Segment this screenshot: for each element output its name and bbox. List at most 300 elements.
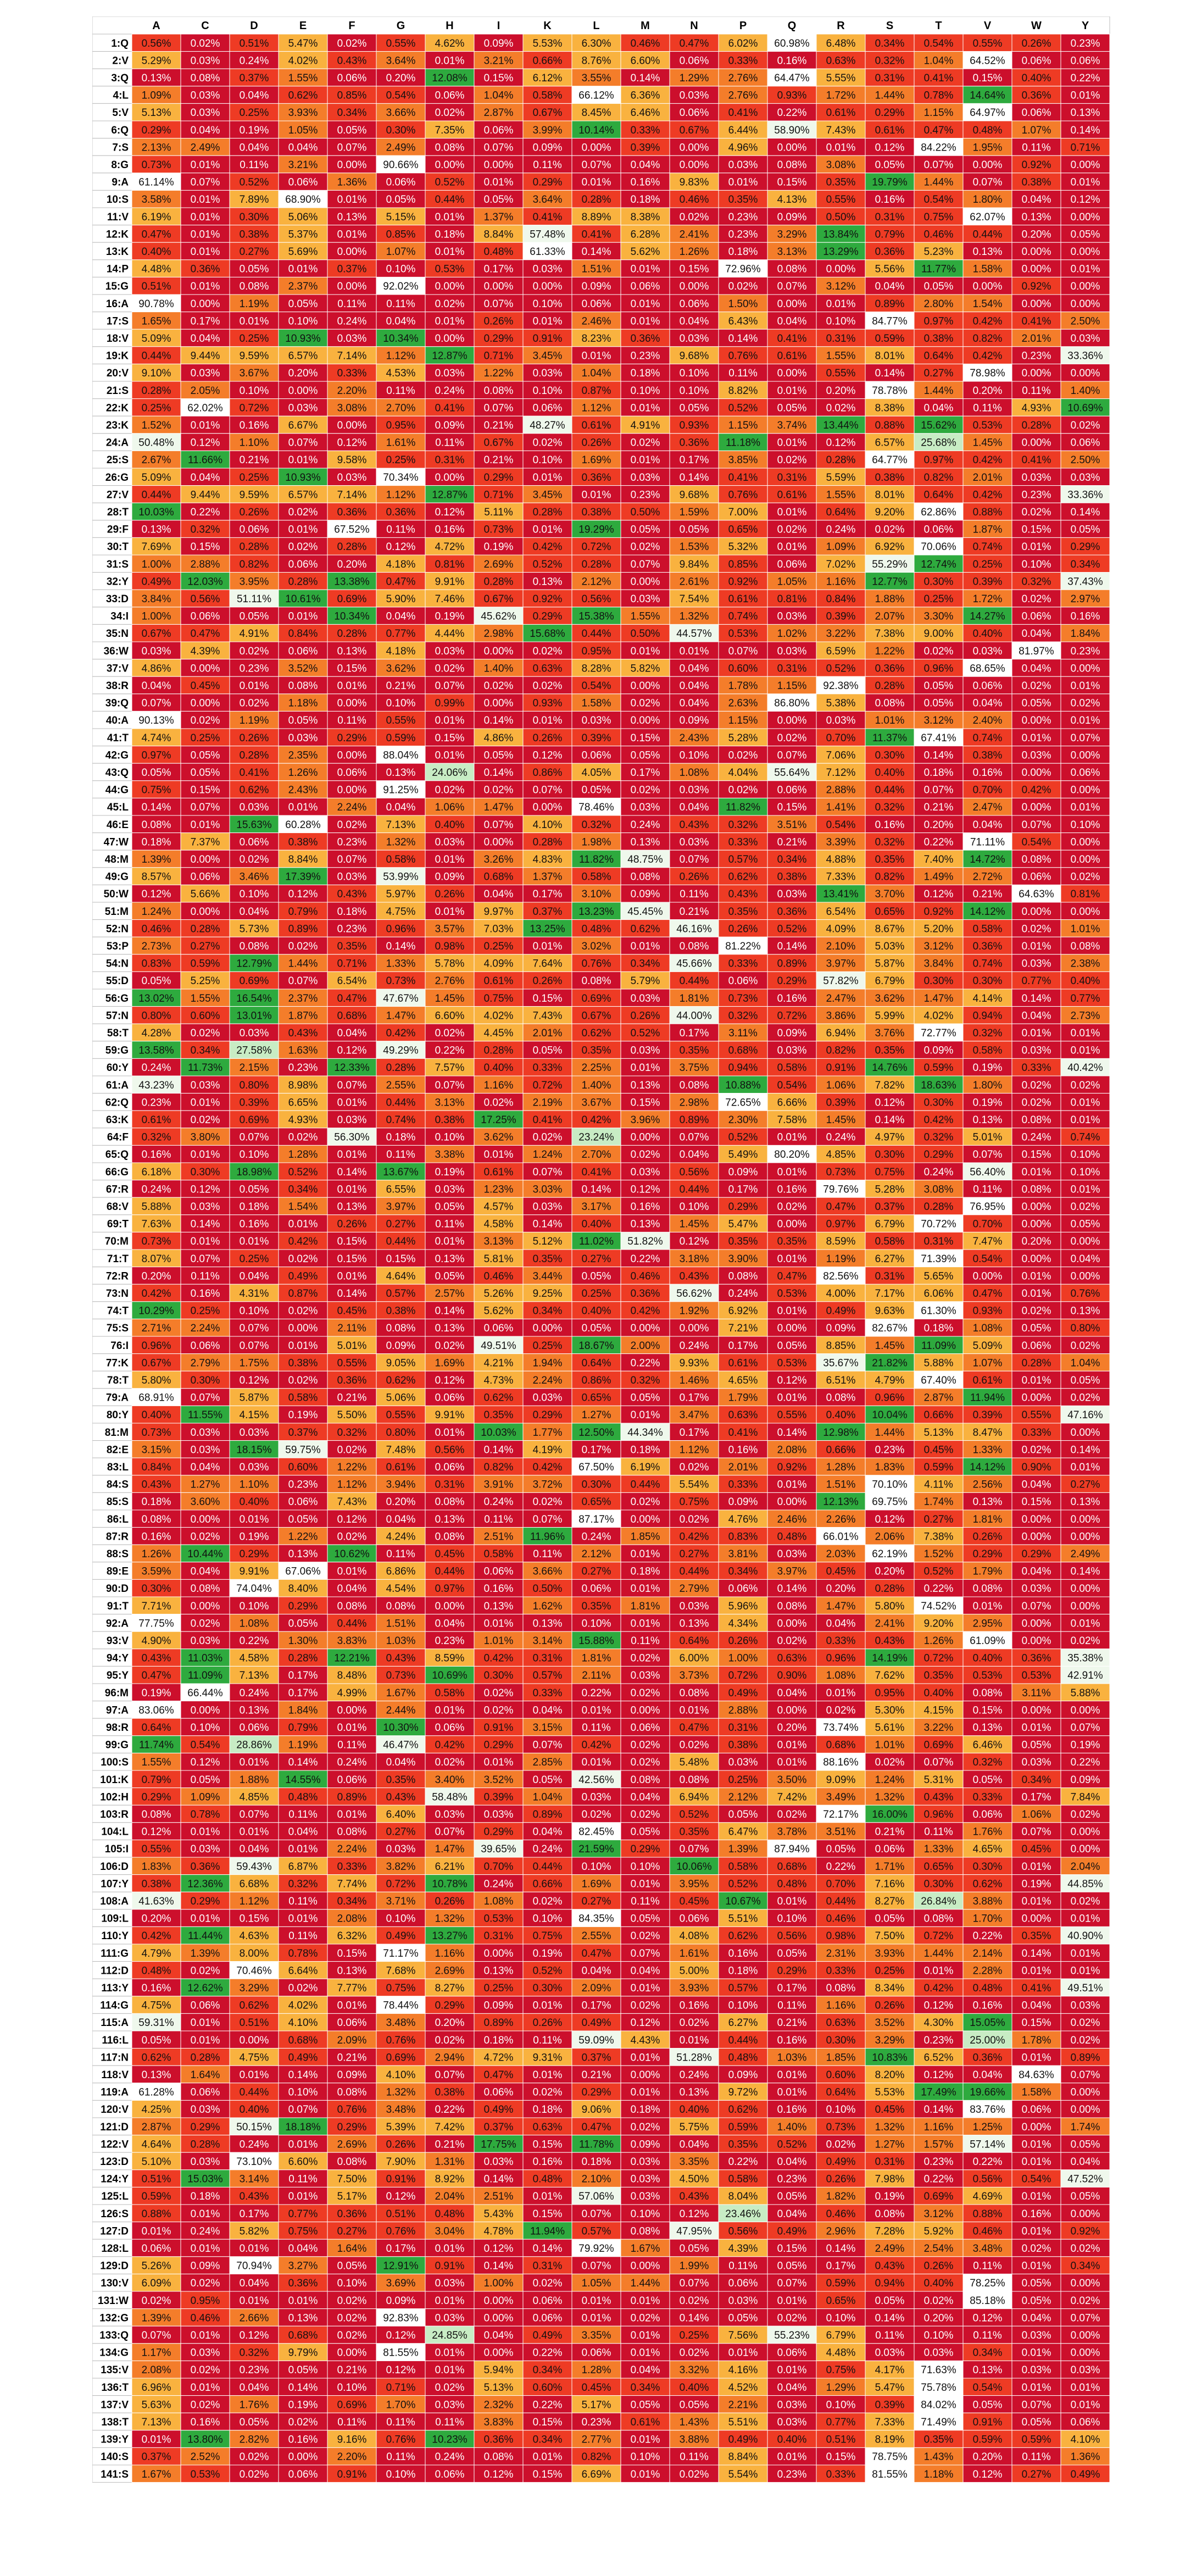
- cell-value: 0.14%: [483, 1444, 514, 1456]
- cell-value: 0.08%: [239, 281, 269, 293]
- cell-value: 0.16%: [728, 1444, 758, 1456]
- cell-value: 0.52%: [532, 558, 563, 570]
- cell-value: 0.22%: [777, 107, 807, 119]
- cell-value: 0.61%: [777, 350, 807, 362]
- cell-value: 2.69%: [435, 1965, 465, 1977]
- cell-value: 3.12%: [923, 715, 954, 727]
- cell-value: 0.43%: [386, 1652, 416, 1664]
- cell-value: 0.01%: [1021, 941, 1051, 952]
- cell-value: 0.33%: [826, 1635, 856, 1647]
- cell-value: 4.14%: [972, 992, 1003, 1004]
- cell-value: 9.58%: [337, 454, 367, 467]
- cell-value: 0.70%: [972, 784, 1003, 796]
- cell-value: 0.58%: [386, 854, 416, 865]
- cell-value: 0.55%: [337, 1357, 367, 1369]
- cell-value: 0.00%: [777, 1496, 807, 1508]
- cell-value: 0.31%: [435, 454, 465, 467]
- cell-value: 0.75%: [532, 1930, 563, 1942]
- row-label: 116:L: [102, 2034, 129, 2046]
- cell-value: 0.90%: [1021, 1462, 1051, 1473]
- cell-value: 2.12%: [581, 576, 611, 588]
- cell-value: 10.88%: [725, 1079, 761, 1091]
- cell-value: 5.88%: [141, 1201, 171, 1213]
- cell-value: 0.08%: [141, 819, 171, 831]
- cell-value: 2.20%: [337, 385, 367, 397]
- cell-value: 0.68%: [826, 1739, 856, 1751]
- cell-value: 0.09%: [777, 211, 807, 223]
- cell-value: 3.95%: [679, 1878, 709, 1890]
- cell-value: 0.30%: [875, 750, 905, 762]
- cell-value: 2.69%: [483, 558, 514, 570]
- cell-value: 1.26%: [288, 767, 318, 779]
- cell-value: 0.01%: [190, 1149, 220, 1161]
- cell-value: 1.12%: [337, 1479, 367, 1491]
- cell-value: 0.00%: [1070, 1236, 1100, 1248]
- cell-value: 3.40%: [435, 1774, 465, 1786]
- cell-value: 0.30%: [190, 1375, 220, 1386]
- cell-value: 1.02%: [777, 628, 807, 640]
- cell-value: 4.97%: [875, 1131, 905, 1143]
- cell-value: 0.06%: [435, 1722, 465, 1734]
- cell-value: 4.58%: [239, 1652, 269, 1664]
- cell-value: 0.25%: [141, 402, 171, 414]
- cell-value: 1.01%: [875, 715, 905, 727]
- cell-value: 1.24%: [875, 1774, 905, 1786]
- cell-value: 0.21%: [679, 906, 709, 918]
- cell-value: 0.64%: [923, 350, 954, 362]
- cell-value: 9.31%: [532, 2052, 563, 2064]
- cell-value: 0.07%: [190, 1253, 220, 1265]
- cell-value: 0.03%: [190, 1635, 220, 1647]
- cell-value: 87.94%: [774, 1844, 810, 1856]
- row-label: 124:Y: [101, 2173, 129, 2185]
- row-label: 107:Y: [101, 1878, 129, 1890]
- cell-value: 0.00%: [972, 281, 1003, 293]
- cell-value: 0.52%: [826, 663, 856, 675]
- cell-value: 0.00%: [239, 2034, 269, 2046]
- cell-value: 0.02%: [923, 645, 954, 657]
- cell-value: 0.14%: [1021, 1947, 1051, 1959]
- cell-value: 0.10%: [435, 1131, 465, 1143]
- cell-value: 0.07%: [1070, 732, 1100, 744]
- cell-value: 0.08%: [435, 1531, 465, 1543]
- cell-value: 0.03%: [435, 1809, 465, 1820]
- cell-value: 0.08%: [1070, 941, 1100, 952]
- cell-value: 0.33%: [630, 124, 660, 136]
- cell-value: 0.15%: [337, 1253, 367, 1265]
- cell-value: 0.03%: [777, 610, 807, 623]
- cell-value: 0.01%: [435, 854, 465, 865]
- cell-value: 0.55%: [386, 715, 416, 727]
- cell-value: 3.64%: [386, 55, 416, 67]
- cell-value: 0.93%: [679, 420, 709, 431]
- cell-value: 0.01%: [190, 1097, 220, 1109]
- cell-value: 13.38%: [334, 576, 370, 588]
- cell-value: 3.66%: [386, 107, 416, 119]
- cell-value: 7.37%: [190, 836, 220, 848]
- cell-value: 0.00%: [435, 281, 465, 293]
- cell-value: 0.04%: [972, 697, 1003, 709]
- cell-value: 4.10%: [532, 819, 563, 831]
- cell-value: 0.09%: [630, 889, 660, 901]
- cell-value: 0.11%: [337, 298, 366, 310]
- cell-value: 2.70%: [581, 1149, 611, 1161]
- cell-value: 5.62%: [630, 246, 660, 258]
- cell-value: 1.45%: [972, 437, 1003, 449]
- cell-value: 0.04%: [923, 402, 954, 414]
- cell-value: 0.27%: [923, 1513, 954, 1525]
- cell-value: 0.59%: [386, 732, 416, 744]
- header-band: [92, 16, 1110, 34]
- cell-value: 0.04%: [1021, 1010, 1051, 1022]
- cell-value: 0.01%: [239, 1513, 269, 1525]
- row-label: 50:W: [103, 889, 129, 901]
- cell-value: 0.60%: [190, 1010, 220, 1022]
- cell-value: 0.15%: [777, 802, 807, 814]
- cell-value: 0.60%: [288, 1462, 318, 1473]
- cell-value: 0.34%: [288, 1184, 318, 1196]
- cell-value: 0.01%: [1070, 90, 1100, 102]
- cell-value: 0.05%: [239, 263, 269, 275]
- cell-value: 1.23%: [483, 1184, 514, 1196]
- cell-value: 5.38%: [826, 697, 856, 709]
- cell-value: 0.11%: [337, 715, 366, 727]
- cell-value: 5.88%: [923, 1357, 954, 1369]
- cell-value: 10.14%: [578, 124, 614, 136]
- cell-value: 0.07%: [777, 750, 807, 762]
- cell-value: 0.42%: [581, 1739, 611, 1751]
- cell-value: 0.35%: [337, 941, 367, 952]
- cell-value: 3.10%: [581, 889, 611, 901]
- cell-value: 1.28%: [826, 1462, 856, 1473]
- cell-value: 7.21%: [728, 1323, 758, 1335]
- cell-value: 5.15%: [386, 211, 416, 223]
- cell-value: 1.72%: [972, 593, 1003, 605]
- cell-value: 0.05%: [728, 1809, 758, 1820]
- cell-value: 4.73%: [483, 1375, 514, 1386]
- cell-value: 1.04%: [532, 1791, 563, 1803]
- cell-value: 1.26%: [923, 1635, 954, 1647]
- cell-value: 0.11%: [288, 1896, 318, 1907]
- cell-value: 3.29%: [777, 229, 807, 241]
- cell-value: 0.00%: [777, 1323, 807, 1335]
- cell-value: 0.31%: [826, 333, 856, 345]
- cell-value: 2.73%: [1070, 1010, 1100, 1022]
- cell-value: 0.47%: [141, 1670, 171, 1682]
- cell-value: 0.03%: [630, 802, 660, 814]
- cell-value: 0.14%: [386, 941, 416, 952]
- cell-value: 0.03%: [386, 1844, 416, 1856]
- cell-value: 0.13%: [1070, 1305, 1100, 1317]
- cell-value: 0.13%: [972, 1496, 1003, 1508]
- cell-value: 0.72%: [532, 1079, 563, 1091]
- cell-value: 0.02%: [1070, 1201, 1100, 1213]
- cell-value: 0.43%: [337, 55, 367, 67]
- cell-value: 0.04%: [386, 1757, 416, 1769]
- cell-value: 0.18%: [728, 1965, 758, 1977]
- cell-value: 0.29%: [141, 1791, 171, 1803]
- cell-value: 84.35%: [578, 1913, 614, 1925]
- cell-value: 0.52%: [288, 1166, 318, 1178]
- cell-value: 0.10%: [630, 1861, 660, 1873]
- cell-value: 0.04%: [630, 1791, 660, 1803]
- cell-value: 0.16%: [141, 1531, 171, 1543]
- cell-value: 0.01%: [337, 229, 367, 241]
- row-label: 39:Q: [105, 697, 129, 709]
- cell-value: 0.52%: [728, 1131, 758, 1143]
- row-label: 33:D: [105, 593, 129, 605]
- cell-value: 11.82%: [725, 802, 761, 814]
- cell-value: 4.83%: [532, 854, 563, 865]
- cell-value: 0.01%: [288, 263, 318, 275]
- cell-value: 0.58%: [972, 1045, 1003, 1057]
- cell-value: 0.27%: [923, 368, 954, 380]
- cell-value: 3.94%: [386, 1479, 416, 1491]
- cell-value: 5.55%: [826, 73, 856, 84]
- cell-value: 1.55%: [826, 489, 856, 501]
- cell-value: 0.26%: [630, 1010, 660, 1022]
- cell-value: 2.24%: [190, 1323, 220, 1335]
- cell-value: 1.52%: [923, 1548, 954, 1560]
- cell-value: 0.00%: [337, 750, 367, 762]
- cell-value: 0.03%: [337, 333, 367, 345]
- cell-value: 5.80%: [875, 1600, 905, 1612]
- cell-value: 0.42%: [972, 454, 1003, 467]
- cell-value: 0.01%: [1070, 1097, 1100, 1109]
- cell-value: 8.23%: [581, 333, 611, 345]
- cell-value: 0.53%: [972, 420, 1003, 431]
- cell-value: 0.01%: [239, 1826, 269, 1838]
- cell-value: 8.01%: [875, 489, 905, 501]
- cell-value: 0.00%: [1021, 1201, 1051, 1213]
- cell-value: 8.59%: [435, 1652, 465, 1664]
- row-label: 67:R: [105, 1184, 129, 1196]
- cell-value: 0.26%: [435, 889, 465, 901]
- column-header: P: [739, 20, 747, 32]
- cell-value: 19.29%: [578, 524, 614, 536]
- cell-value: 0.22%: [1070, 1757, 1100, 1769]
- cell-value: 4.18%: [386, 558, 416, 570]
- cell-value: 1.15%: [728, 715, 758, 727]
- cell-value: 0.08%: [337, 1600, 367, 1612]
- cell-value: 0.01%: [1021, 732, 1051, 744]
- cell-value: 0.36%: [679, 437, 709, 449]
- cell-value: 0.35%: [1021, 1930, 1051, 1942]
- row-label: 94:Y: [106, 1652, 129, 1664]
- cell-value: 0.05%: [630, 1913, 660, 1925]
- cell-value: 0.42%: [386, 1028, 416, 1039]
- cell-value: 0.62%: [288, 90, 318, 102]
- cell-value: 0.59%: [923, 1462, 954, 1473]
- cell-value: 0.03%: [679, 333, 709, 345]
- cell-value: 2.11%: [582, 1670, 611, 1682]
- cell-value: 0.32%: [875, 836, 905, 848]
- cell-value: 0.05%: [239, 610, 269, 623]
- cell-value: 7.13%: [239, 1670, 269, 1682]
- cell-value: 0.18%: [630, 194, 660, 206]
- cell-value: 0.78%: [923, 90, 954, 102]
- cell-value: 16.00%: [872, 1809, 908, 1820]
- cell-value: 0.20%: [386, 1496, 416, 1508]
- cell-value: 0.06%: [972, 1809, 1003, 1820]
- row-label: 138:T: [101, 2417, 129, 2428]
- row-label: 132:G: [99, 2312, 129, 2324]
- cell-value: 0.47%: [337, 992, 367, 1004]
- cell-value: 0.29%: [532, 1409, 563, 1422]
- cell-value: 1.01%: [483, 1635, 514, 1647]
- cell-value: 4.91%: [630, 420, 660, 431]
- cell-value: 0.22%: [630, 1253, 660, 1265]
- row-label: 83:L: [107, 1462, 129, 1473]
- cell-value: 4.63%: [239, 1930, 269, 1942]
- cell-value: 0.72%: [581, 541, 611, 553]
- cell-value: 0.92%: [777, 1462, 807, 1473]
- cell-value: 0.10%: [532, 385, 563, 397]
- cell-value: 0.73%: [483, 524, 514, 536]
- cell-value: 1.80%: [972, 1079, 1003, 1091]
- cell-value: 7.00%: [728, 507, 758, 518]
- cell-value: 1.51%: [581, 263, 611, 275]
- cell-value: 0.23%: [288, 1062, 318, 1074]
- cell-value: 4.09%: [826, 923, 856, 935]
- cell-value: 0.36%: [581, 471, 611, 484]
- cell-value: 6.44%: [728, 124, 758, 136]
- cell-value: 9.09%: [826, 1774, 856, 1786]
- cell-value: 0.49%: [826, 1305, 856, 1317]
- cell-value: 0.05%: [923, 680, 954, 692]
- cell-value: 0.10%: [679, 368, 709, 380]
- cell-value: 0.31%: [875, 211, 905, 223]
- column-header: D: [250, 20, 258, 32]
- cell-value: 19.79%: [872, 176, 908, 188]
- cell-value: 1.00%: [141, 610, 171, 623]
- cell-value: 1.55%: [190, 992, 220, 1004]
- cell-value: 0.71%: [483, 489, 514, 501]
- cell-value: 3.85%: [728, 454, 758, 467]
- cell-value: 0.71%: [337, 958, 367, 970]
- cell-value: 0.02%: [190, 1965, 220, 1977]
- cell-value: 0.00%: [1021, 1253, 1051, 1265]
- cell-value: 7.13%: [386, 819, 416, 831]
- cell-value: 0.02%: [483, 1687, 514, 1699]
- cell-value: 12.98%: [823, 1426, 859, 1439]
- cell-value: 0.02%: [679, 211, 709, 223]
- cell-value: 0.02%: [337, 819, 367, 831]
- cell-value: 0.08%: [1021, 854, 1051, 865]
- cell-value: 0.16%: [483, 1583, 514, 1595]
- cell-value: 0.07%: [337, 1079, 367, 1091]
- cell-value: 0.08%: [826, 1983, 856, 1994]
- cell-value: 0.82%: [826, 1045, 856, 1057]
- cell-value: 0.33%: [728, 55, 758, 67]
- row-label: 78:T: [107, 1375, 129, 1386]
- cell-value: 0.14%: [337, 1166, 367, 1178]
- cell-value: 0.21%: [777, 836, 807, 848]
- cell-value: 0.43%: [875, 1635, 905, 1647]
- cell-value: 0.02%: [679, 2017, 709, 2029]
- cell-value: 0.44%: [875, 784, 905, 796]
- cell-value: 0.38%: [923, 333, 954, 345]
- cell-value: 1.78%: [1021, 2034, 1051, 2046]
- cell-value: 0.74%: [972, 958, 1003, 970]
- row-label: 103:R: [100, 1809, 129, 1820]
- cell-value: 10.78%: [432, 1878, 468, 1890]
- cell-value: 0.89%: [288, 923, 318, 935]
- row-label: 17:S: [106, 315, 129, 327]
- cell-value: 0.11%: [533, 1548, 562, 1560]
- row-label: 134:G: [99, 2347, 129, 2359]
- cell-value: 0.47%: [679, 37, 709, 49]
- cell-value: 0.14%: [581, 1184, 611, 1196]
- cell-value: 0.21%: [337, 1392, 367, 1404]
- cell-value: 64.47%: [774, 73, 810, 84]
- cell-value: 0.28%: [239, 541, 269, 553]
- cell-value: 0.29%: [239, 1548, 269, 1560]
- row-label: 8:G: [111, 159, 129, 171]
- cell-value: 1.24%: [532, 1149, 563, 1161]
- cell-value: 1.45%: [826, 1114, 856, 1126]
- cell-value: 0.22%: [972, 1930, 1003, 1942]
- cell-value: 0.12%: [337, 1045, 367, 1057]
- cell-value: 0.05%: [972, 1774, 1003, 1786]
- row-label: 7:S: [112, 142, 129, 154]
- cell-value: 5.37%: [288, 229, 318, 241]
- cell-value: 0.01%: [1070, 1184, 1100, 1196]
- cell-value: 0.01%: [630, 1548, 660, 1560]
- column-header: Q: [787, 20, 797, 32]
- cell-value: 3.38%: [435, 1149, 465, 1161]
- cell-value: 41.63%: [138, 1896, 174, 1907]
- cell-value: 0.14%: [337, 1288, 367, 1300]
- cell-value: 2.38%: [1070, 958, 1100, 970]
- cell-value: 0.00%: [435, 333, 465, 345]
- cell-value: 2.00%: [630, 1340, 660, 1352]
- cell-value: 0.00%: [288, 385, 318, 397]
- cell-value: 0.45%: [1021, 1844, 1051, 1856]
- cell-value: 0.01%: [1021, 2052, 1051, 2064]
- cell-value: 0.00%: [1070, 1826, 1100, 1838]
- cell-value: 0.05%: [483, 194, 514, 206]
- cell-value: 3.97%: [777, 1565, 807, 1578]
- cell-value: 1.45%: [435, 992, 465, 1004]
- cell-value: 0.02%: [679, 1739, 709, 1751]
- cell-value: 0.06%: [190, 610, 220, 623]
- cell-value: 0.39%: [483, 1791, 514, 1803]
- cell-value: 0.00%: [190, 1513, 220, 1525]
- cell-value: 0.97%: [435, 1583, 465, 1595]
- cell-value: 0.08%: [483, 385, 514, 397]
- cell-value: 0.55%: [826, 368, 856, 380]
- cell-value: 9.63%: [875, 1305, 905, 1317]
- cell-value: 1.44%: [288, 958, 318, 970]
- row-label: 3:Q: [111, 73, 129, 84]
- row-label: 49:G: [105, 871, 129, 883]
- cell-value: 0.30%: [923, 975, 954, 987]
- cell-value: 5.01%: [337, 1340, 367, 1352]
- cell-value: 0.11%: [191, 1270, 220, 1283]
- cell-value: 6.06%: [923, 1288, 954, 1300]
- cell-value: 8.85%: [826, 1340, 856, 1352]
- cell-value: 0.03%: [1070, 471, 1100, 484]
- cell-value: 48.75%: [627, 854, 663, 865]
- cell-value: 2.05%: [190, 385, 220, 397]
- cell-value: 0.48%: [728, 2052, 758, 2064]
- row-label: 36:W: [103, 645, 129, 657]
- cell-value: 3.30%: [923, 610, 954, 623]
- cell-value: 0.54%: [1021, 836, 1051, 848]
- cell-value: 1.01%: [875, 1739, 905, 1751]
- cell-value: 0.33%: [728, 958, 758, 970]
